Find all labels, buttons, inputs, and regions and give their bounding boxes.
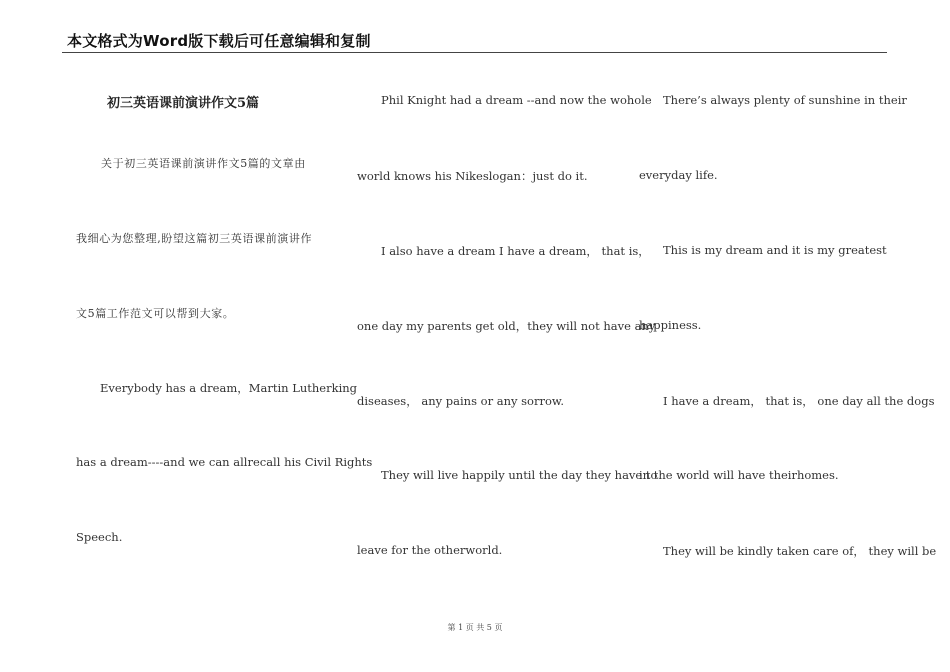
document-header: 本文格式为Word版下载后可任意编辑和复制 (67, 32, 371, 50)
paragraph-line: has a dream----and we can allrecall his Civil Rights (76, 455, 373, 469)
paragraph-line: I have a dream， that is， one day all the dogs (663, 394, 935, 408)
paragraph-line: 关于初三英语课前演讲作文5篇的文章由 (101, 157, 306, 170)
paragraph-line: There’s always plenty of sunshine in their (663, 93, 907, 107)
paragraph-line: Speech. (76, 530, 123, 544)
paragraph-line: Everybody has a dream，Martin Lutherking (100, 381, 358, 395)
page-number: 第 1 页 共 5 页 (447, 623, 503, 632)
paragraph-line: in the world will have theirhomes. (639, 468, 839, 482)
paragraph-line: 我细心为您整理,盼望这篇初三英语课前演讲作 (76, 232, 313, 245)
paragraph-line: happiness. (639, 318, 702, 332)
paragraph-line: They will be kindly taken care of， they will be (663, 544, 937, 558)
paragraph-line: one day my parents get old，they will not have any (357, 319, 656, 333)
paragraph-line: diseases， any pains or any sorrow. (357, 394, 565, 408)
paragraph-line: everyday life. (639, 168, 718, 182)
article-title: 初三英语课前演讲作文5篇 (107, 96, 260, 111)
paragraph-line: This is my dream and it is my greatest (663, 243, 887, 257)
paragraph-line: Phil Knight had a dream --and now the wohole (381, 93, 652, 107)
header-divider (62, 52, 887, 53)
paragraph-line: They will live happily until the day they have to (381, 468, 658, 482)
paragraph-line: I also have a dream I have a dream， that is， (381, 244, 650, 258)
paragraph-line: 文5篇工作范文可以帮到大家。 (76, 307, 235, 320)
paragraph-line: leave for the otherworld. (357, 543, 503, 557)
paragraph-line: world knows his Nikeslogan：just do it. (357, 169, 588, 183)
